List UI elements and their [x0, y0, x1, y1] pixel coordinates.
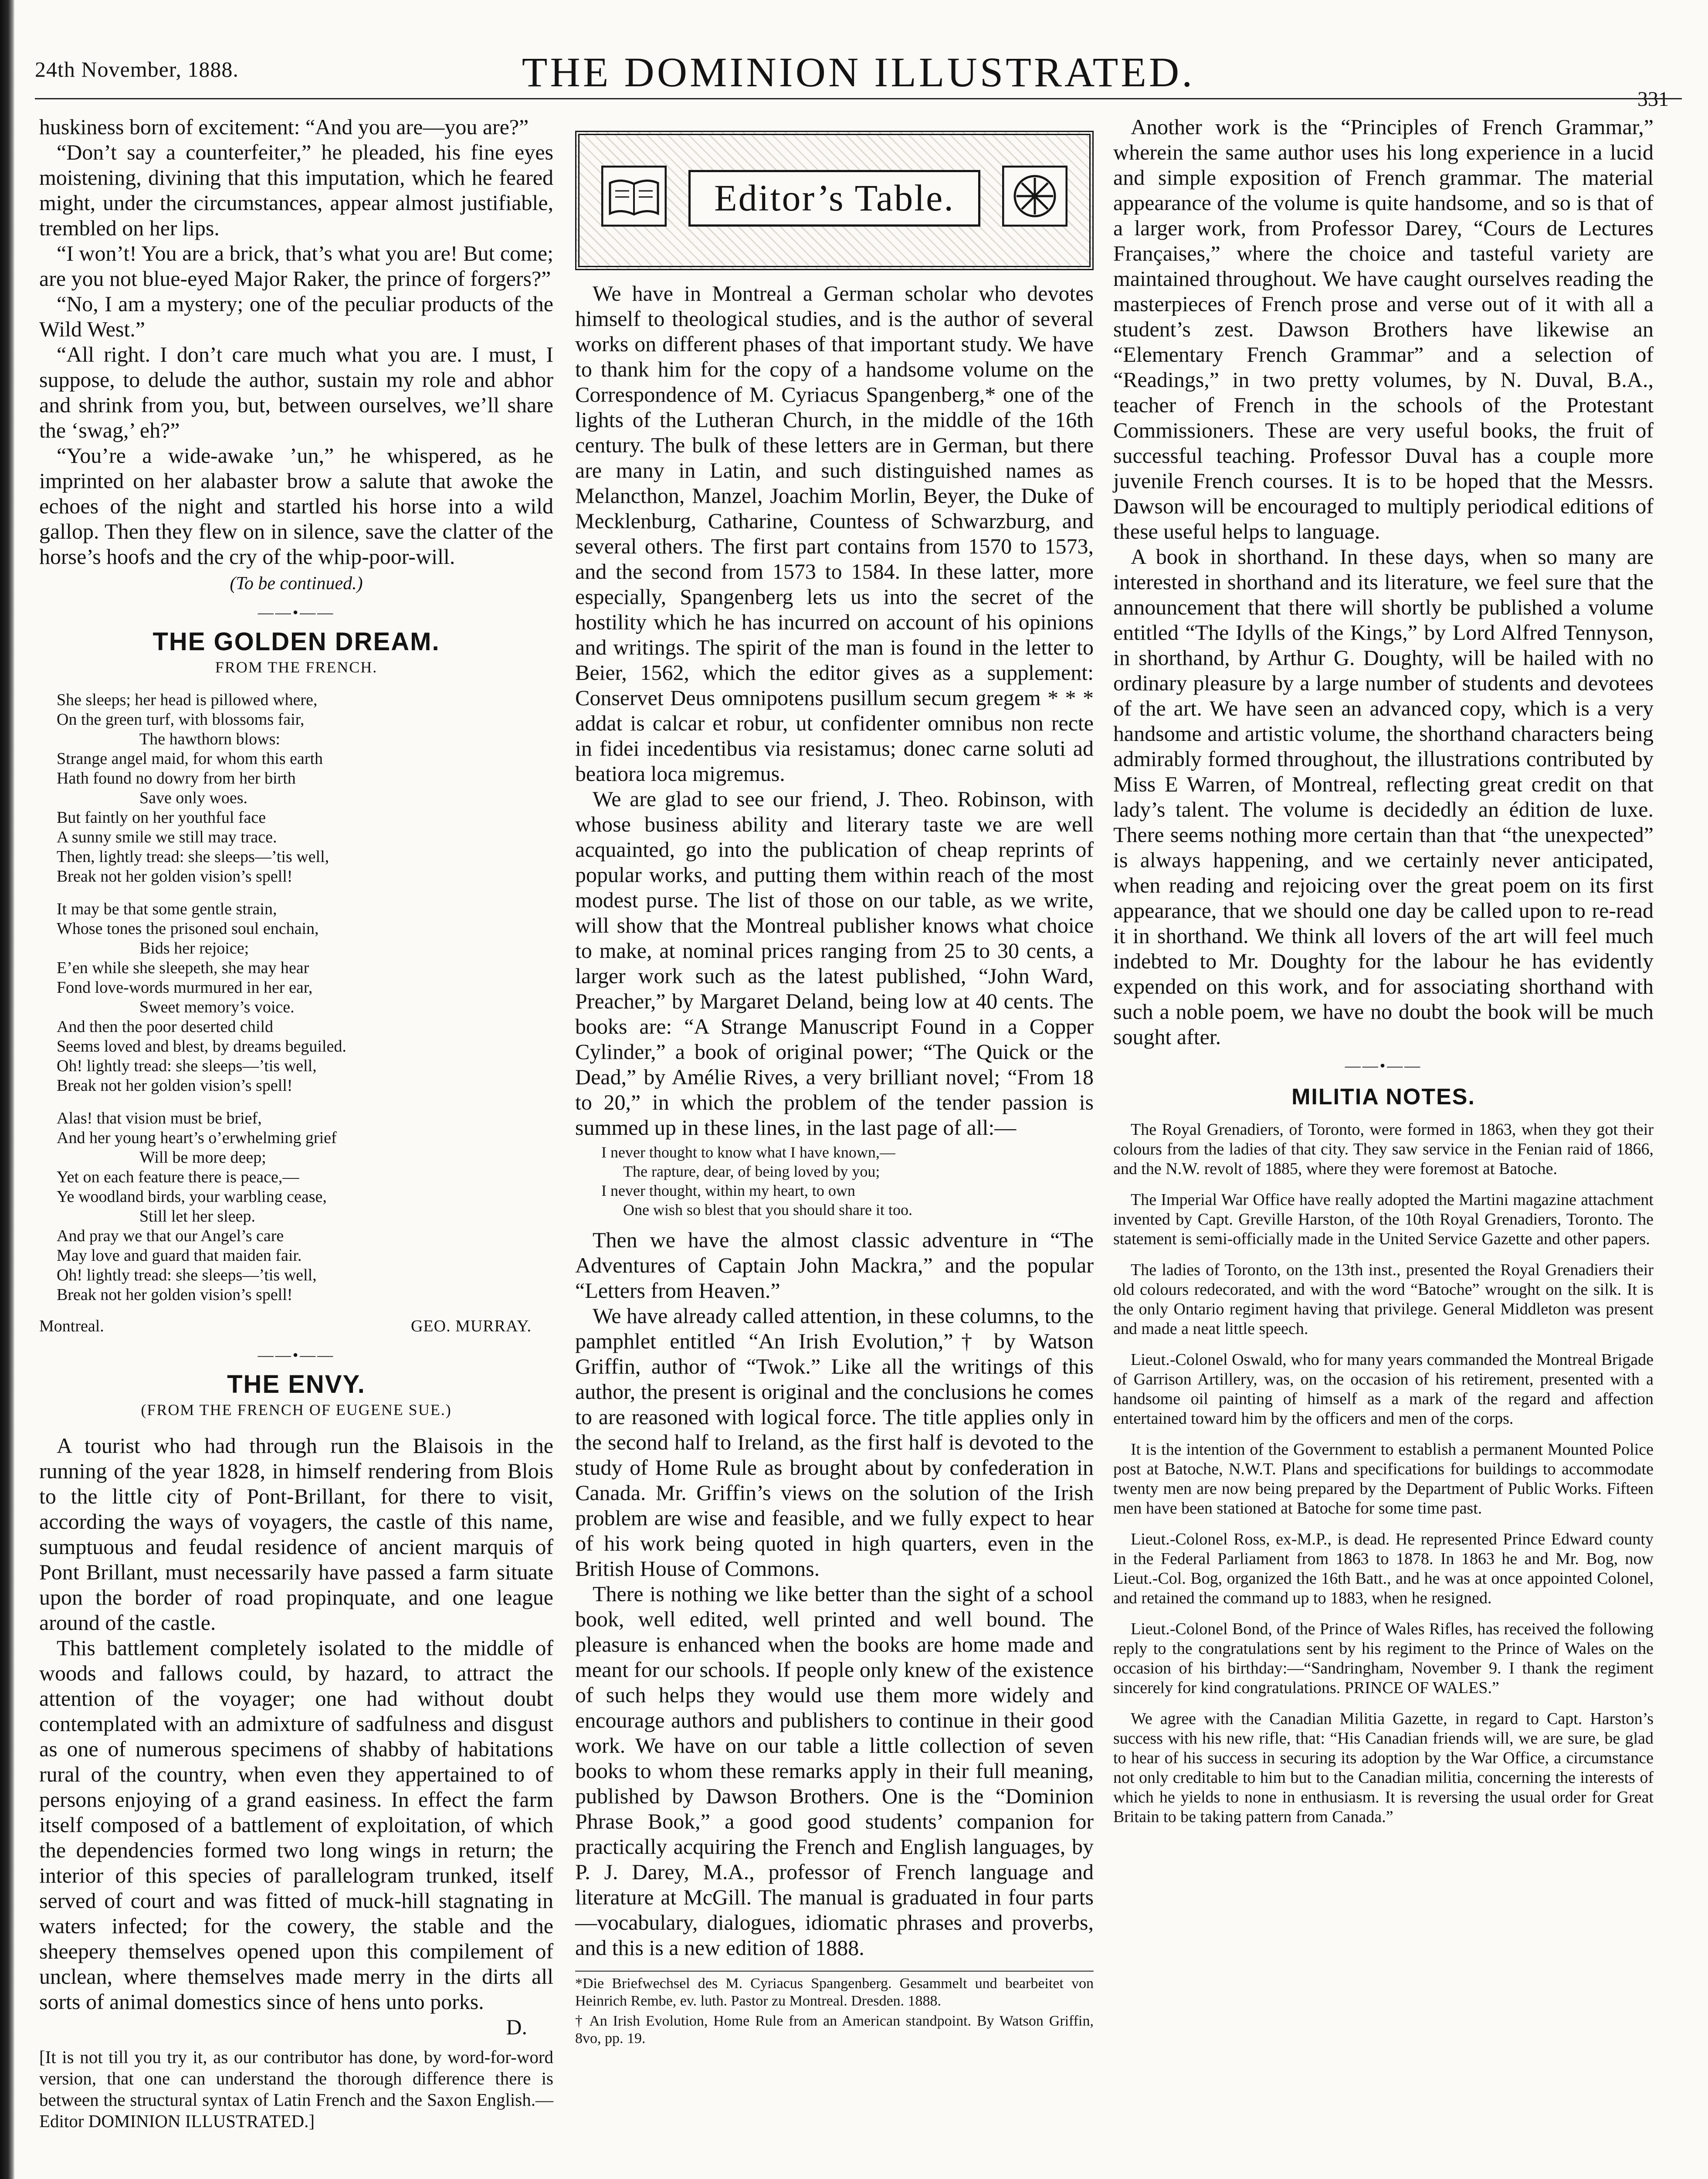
- publication-title: THE DOMINION ILLUSTRATED.: [522, 49, 1195, 95]
- story-paragraph: “I won’t! You are a brick, that’s what you are! But come; are you not blue-eyed Major Raker, the prince of forgers?”: [39, 241, 553, 291]
- masthead-rule: [35, 98, 1682, 99]
- editors-table-label: Editor’s Table.: [688, 170, 980, 227]
- golden-dream-subtitle: FROM THE FRENCH.: [215, 658, 378, 676]
- masthead: [35, 48, 1682, 113]
- verse-line: One wish so blest that you should share it too.: [623, 1201, 912, 1218]
- poem-line: Still let her sleep.: [139, 1207, 255, 1225]
- section-ornament: ——•——: [1345, 1057, 1422, 1074]
- poem-line: Save only woes.: [139, 789, 248, 807]
- issue-date: 24th November, 1888.: [35, 57, 239, 81]
- verse-line: I never thought, within my heart, to own: [601, 1182, 855, 1199]
- envy-signature: D.: [506, 2015, 527, 2039]
- verse-line: I never thought to know what I have known,—: [601, 1144, 895, 1161]
- footnote: *Die Briefwechsel des M. Cyriacus Spangenberg. Gesammelt und bearbeitet von Heinrich Rembe, ev. luth. Pastor zu Montreal. Dresden. 1888.: [575, 1975, 1094, 2009]
- poem-line: And then the poor deserted child: [57, 1018, 274, 1036]
- section-ornament: ——•——: [258, 604, 335, 621]
- story-paragraph: “No, I am a mystery; one of the peculiar products of the Wild West.”: [39, 292, 553, 341]
- poem-line: Seems loved and blest, by dreams beguiled.: [57, 1037, 346, 1056]
- poem-line: And her young heart’s o’erwhelming grief: [57, 1129, 337, 1147]
- poem-line: Oh! lightly tread: she sleeps—’tis well,: [57, 1057, 317, 1075]
- poem-line: But faintly on her youthful face: [57, 808, 266, 827]
- ornamental-cross-icon: [1002, 166, 1068, 227]
- poem-line: Will be more deep;: [139, 1148, 266, 1167]
- poem-line: She sleeps; her head is pillowed where,: [57, 691, 318, 709]
- envy-title: THE ENVY.: [227, 1370, 366, 1398]
- poem-line: Then, lightly tread: she sleeps—’tis well,: [57, 848, 329, 866]
- poem-line: And pray we that our Angel’s care: [57, 1227, 284, 1245]
- poem-stanza: [57, 1109, 553, 1305]
- review-paragraph: We have in Montreal a German scholar who devotes himself to theological studies, and is the author of several works on different phases of that important study. We have to thank him for the copy of a handsome volume on the Correspondence of M. Cyriacus Spangenberg,* one of the lights of the Lutheran Church, in the middle of the 16th century. The bulk of these letters are in German, but there are many in Latin, and such distinguished names as Melancthon, Manzel, Joachim Morlin, Beyer, the Duke of Mecklenburg, Catharine, Countess of Schwarzburg, and several others. The first part contains from 1570 to 1573, and the second from 1573 to 1584. In these latter, more especially, Spangenberg lets us into the secret of the hostility which he has incurred on account of his opinions and writings. The spirit of the man is found in the letter to Beier, 1562, which the editor gives as a supplement: Conservet Deus omnipotens pusillum secum gregem * * * addat is calcar et robur, ut confidenter omnibus non recte in fidei incedentibus via resistamus; donec carne soluti ad beatiora loca migremus.: [575, 281, 1094, 786]
- poem-line: Bids her rejoice;: [139, 939, 249, 957]
- page-number: 331: [1637, 88, 1669, 111]
- review-paragraph: There is nothing we like better than the sight of a school book, well edited, well printed and well bound. The pleasure is enhanced when the books are home made and meant for our schools. If people only knew of the existence of such helps they would use them more widely and encourage authors and publishers to continue in their good work. We have on our table a little collection of seven books to whom these remarks apply in their full meaning, published by Dawson Brothers. One is the “Dominion Phrase Book,” a good good students’ companion for practically acquiring the French and English languages, by P. J. Darey, M.A., professor of French language and literature at McGill. The manual is graduated in four parts—vocabulary, dialogues, idiomatic phrases and proverbs, and this is a new edition of 1888.: [575, 1582, 1094, 1960]
- militia-notes: [1113, 1084, 1654, 1827]
- review-paragraph: Another work is the “Principles of French Grammar,” wherein the same author uses his long experience in a lucid and simple exposition of French grammar. The material appearance of the volume is quite handsome, and so is that of a larger work, from Professor Darey, “Cours de Lectures Françaises,” where the choice and tasteful variety are maintained throughout. We have caught ourselves reading the masterpieces of French prose and verse out of it with all a student’s zest. Dawson Brothers have likewise an “Elementary French Grammar” and a selection of “Readings,” in two pretty volumes, by N. Duval, B.A., teacher of French in the schools of the Protestant Commissioners. These are very useful books, the fruit of successful teaching. Professor Duval has a couple more juvenile French courses. It is to be hoped that the Messrs. Dawson will be encouraged to multiply periodical editions of these useful helps to language.: [1113, 115, 1654, 543]
- poem-line: Yet on each feature there is peace,—: [57, 1168, 299, 1186]
- verse-line: The rapture, dear, of being loved by you;: [623, 1163, 880, 1180]
- envy-subtitle: (FROM THE FRENCH OF EUGENE SUE.): [141, 1401, 452, 1419]
- poem-line: Break not her golden vision’s spell!: [57, 867, 293, 886]
- binding-edge: [0, 0, 15, 2179]
- story-paragraph: huskiness born of excitement: “And you are—you are?”: [39, 115, 529, 139]
- poem-line: E’en while she sleepeth, she may hear: [57, 959, 309, 977]
- section-ornament: ——•——: [258, 1346, 335, 1364]
- story-paragraph: “Don’t say a counterfeiter,” he pleaded, his fine eyes moistening, divining that this imputation, which he feared might, under the circumstances, appear almost justifiable, trembled on her lips.: [39, 140, 553, 240]
- militia-note: The Royal Grenadiers, of Toronto, were formed in 1863, when they got their colours from the ladies of that city. They saw service in the Fenian raid of 1866, and the N.W. revolt of 1885, where they were foremost at Batoche.: [1113, 1120, 1654, 1178]
- poem-line: Ye woodland birds, your warbling cease,: [57, 1188, 327, 1206]
- poem-line: On the green turf, with blossoms fair,: [57, 710, 305, 729]
- envy-paragraph: A tourist who had through run the Blaisois in the running of the year 1828, in himself rendering from Blois to the little city of Pont-Brillant, for there to visit, according the ways of voyagers, the castle of this name, sumptuous and feudal residence of ancient marquis of Pont Brillant, must necessarily have passed a farm situate upon the border of road propinquate, and one league around of the castle.: [39, 1433, 553, 1635]
- poem-line: Whose tones the prisoned soul enchain,: [57, 920, 319, 938]
- footnote: † An Irish Evolution, Home Rule from an American standpoint. By Watson Griffin, 8vo, pp. 19.: [575, 2013, 1094, 2047]
- poem-line: Break not her golden vision’s spell!: [57, 1076, 293, 1095]
- poem-line: Oh! lightly tread: she sleeps—’tis well,: [57, 1266, 317, 1284]
- review-paragraph: We are glad to see our friend, J. Theo. Robinson, with whose business ability and literary taste we are well acquainted, go into the publication of cheap reprints of popular works, and putting them within reach of the most modest purse. The list of those on our table, as we write, will show that the Montreal publisher knows what choice to make, at nominal prices ranging from 25 to 30 cents, a larger work such as the latest published, “John Ward, Preacher,” by Margaret Deland, being low at 40 cents. The books are: “A Strange Manuscript Found in a Copper Cylinder,” a book of original power; “The Quick or the Dead,” by Amélie Rives, a very brilliant novel; “From 18 to 20,” in which the problem of the tender passion is summed up in these lines, in the last page of all:—: [575, 787, 1094, 1140]
- poem-author: GEO. MURRAY.: [410, 1317, 532, 1335]
- envy-paragraph: This battlement completely isolated to the middle of woods and fallows could, by hazard, to attract the attention of the voyager; one had without doubt contemplated with an admixture of sadfulness and disgust as one of numerous specimens of shabby of habitations rural of the country, when even they appertained to of persons enjoying of a grand easiness. In effect the farm itself composed of a battlement of exploitation, of which the dependencies formed two long wings in return; the interior of this species of parallelogram trunked, itself served of court and was fitted of muck-hill stagnating in waters infected; for the cowery, the stable and the sheepery themselves opened upon this compilement of unclean, where themselves made merry in the dirts all sorts of animal domestics since of hens unto porks.: [39, 1636, 553, 2014]
- poem-line: The hawthorn blows:: [139, 730, 280, 748]
- editor-note: [It is not till you try it, as our contributor has done, by word-for-word version, that one can understand the thorough difference there is between the structural syntax of Latin French and the Saxon English.—Editor DOMINION ILLUSTRATED.]: [39, 2047, 553, 2131]
- poem-line: Sweet memory’s voice.: [139, 998, 295, 1016]
- golden-dream-title: THE GOLDEN DREAM.: [152, 628, 440, 656]
- review-paragraph: A book in shorthand. In these days, when so many are interested in shorthand and its literature, we feel sure that the announcement that there will shortly be published a volume entitled “The Idylls of the Kings,” by Lord Alfred Tennyson, in shorthand, by Arthur G. Doughty, will be hailed with no ordinary pleasure by a large number of students and devotees of the art. We have seen an advanced copy, which is a very handsome and artistic volume, the shorthand characters being admirably formed throughout, the illustrations contributed by Miss E Warren, of Montreal, reflecting great credit on that lady’s talent. The volume is decidedly an édition de luxe. There seems nothing more certain than that “the unexpected” is always happening, and we certainly never anticipated, when reading and rejoicing over the great poem on its first appearance, that we should one day be called upon to re-read it in shorthand. We think all lovers of the art will feel much indebted to Mr. Doughty for the labour he has evidently expended on this work, and for associating shorthand with such a noble poem, we have no doubt the book will be much sought after.: [1113, 544, 1654, 1049]
- poem-line: Strange angel maid, for whom this earth: [57, 750, 323, 768]
- poem-line: Alas! that vision must be brief,: [57, 1109, 262, 1127]
- golden-dream-poem: [39, 690, 553, 1305]
- poem-signature: [39, 1314, 553, 1339]
- poem-line: Break not her golden vision’s spell!: [57, 1286, 293, 1304]
- column-middle: [575, 131, 1094, 2050]
- review-paragraph: Then we have the almost classic adventure in “The Adventures of Captain John Mackra,” and the popular “Letters from Heaven.”: [575, 1228, 1094, 1303]
- militia-note: We agree with the Canadian Militia Gazette, in regard to Capt. Harston’s success with his new rifle, that: “His Canadian friends will, we are sure, be glad to hear of his success in securing its adoption by the War Office, a circumstance not only creditable to him but to the Canadian militia, concerning the interests of which he yields to none in enthusiasm. It is reversing the usual order for Great Britain to be taking pattern from Canada.”: [1113, 1710, 1654, 1826]
- open-book-icon: [601, 166, 667, 227]
- story-paragraph: “All right. I don’t care much what you are. I must, I suppose, to delude the author, sustain my role and abhor and shrink from you, but, between ourselves, we’ll share the ‘swag,’ eh?”: [39, 342, 553, 442]
- poem-line: A sunny smile we still may trace.: [57, 828, 277, 846]
- review-paragraph: We have already called attention, in these columns, to the pamphlet entitled “An Irish Evolution,”† by Watson Griffin, author of “Twok.” Like all the writings of this author, the present is original and the conclusions he comes to are reasoned with logical force. The title applies only in the second half to Ireland, as the first half is devoted to the study of Home Rule as brought about by confederation in Canada. Mr. Griffin’s views on the solution of the Irish problem are wise and feasible, and we fully expect to hear of his work being quoted in high quarters, even in the British House of Commons.: [575, 1303, 1094, 1581]
- editors-table-header: [575, 131, 1094, 270]
- militia-note: Lieut.-Colonel Oswald, who for many years commanded the Montreal Brigade of Garrison Artillery, was, on the occasion of his retirement, presented with a handsome oil painting of himself as a mark of the regard and affection entertained toward him by the officers and men of the corps.: [1113, 1351, 1654, 1428]
- poem-line: It may be that some gentle strain,: [57, 900, 277, 918]
- column-left: [39, 114, 553, 2132]
- poem-line: Hath found no dowry from her birth: [57, 769, 296, 787]
- quoted-verse: [575, 1143, 1094, 1219]
- poem-line: Fond love-words murmured in her ear,: [57, 978, 313, 997]
- militia-note: Lieut.-Colonel Ross, ex-M.P., is dead. He represented Prince Edward county in the Federal Parliament from 1863 to 1878. In 1863 he and Mr. Bog, now Lieut.-Col. Bog, organized the 16th Batt., and he was at once appointed Colonel, and retained the command up to 1883, when he resigned.: [1113, 1530, 1654, 1607]
- column-right: [1113, 114, 1654, 1838]
- poem-stanza: [57, 899, 553, 1096]
- footnotes: [575, 1971, 1094, 2047]
- continued-note: (To be continued.): [230, 574, 363, 594]
- story-paragraph: “You’re a wide-awake ’un,” he whispered, as he imprinted on her alabaster brow a salute that awoke the echoes of the night and startled his horse into a wild gallop. Then they flew on in silence, save the clatter of the horse’s hoofs and the cry of the whip-poor-will.: [39, 443, 553, 569]
- militia-note: It is the intention of the Government to establish a permanent Mounted Police post at Batoche, N.W.T. Plans and specifications for buildings to accommodate twenty men are now being prepared by the Department of Public Works. Fifteen men have been stationed at Batoche for some time past.: [1113, 1440, 1654, 1517]
- militia-notes-title: MILITIA NOTES.: [1291, 1084, 1475, 1110]
- poem-place: Montreal.: [39, 1317, 104, 1335]
- militia-note: Lieut.-Colonel Bond, of the Prince of Wales Rifles, has received the following reply to the congratulations sent by his regiment to the Prince of Wales on the occasion of his birthday:—“Sandringham, November 9. I thank the regiment sincerely for kind congratulations. PRINCE OF WALES.”: [1113, 1620, 1654, 1697]
- militia-note: The Imperial War Office have really adopted the Martini magazine attachment invented by Capt. Greville Harston, of the 10th Royal Grenadiers, Toronto. The statement is semi-officially made in the United Service Gazette and other papers.: [1113, 1191, 1654, 1248]
- poem-line: May love and guard that maiden fair.: [57, 1246, 302, 1265]
- militia-note: The ladies of Toronto, on the 13th inst., presented the Royal Grenadiers their old colours redecorated, and with the word “Batoche” wrought on the silk. It is the only Ontario regiment having that privilege. General Middleton was present and made a neat little speech.: [1113, 1261, 1654, 1338]
- poem-stanza: [57, 690, 553, 886]
